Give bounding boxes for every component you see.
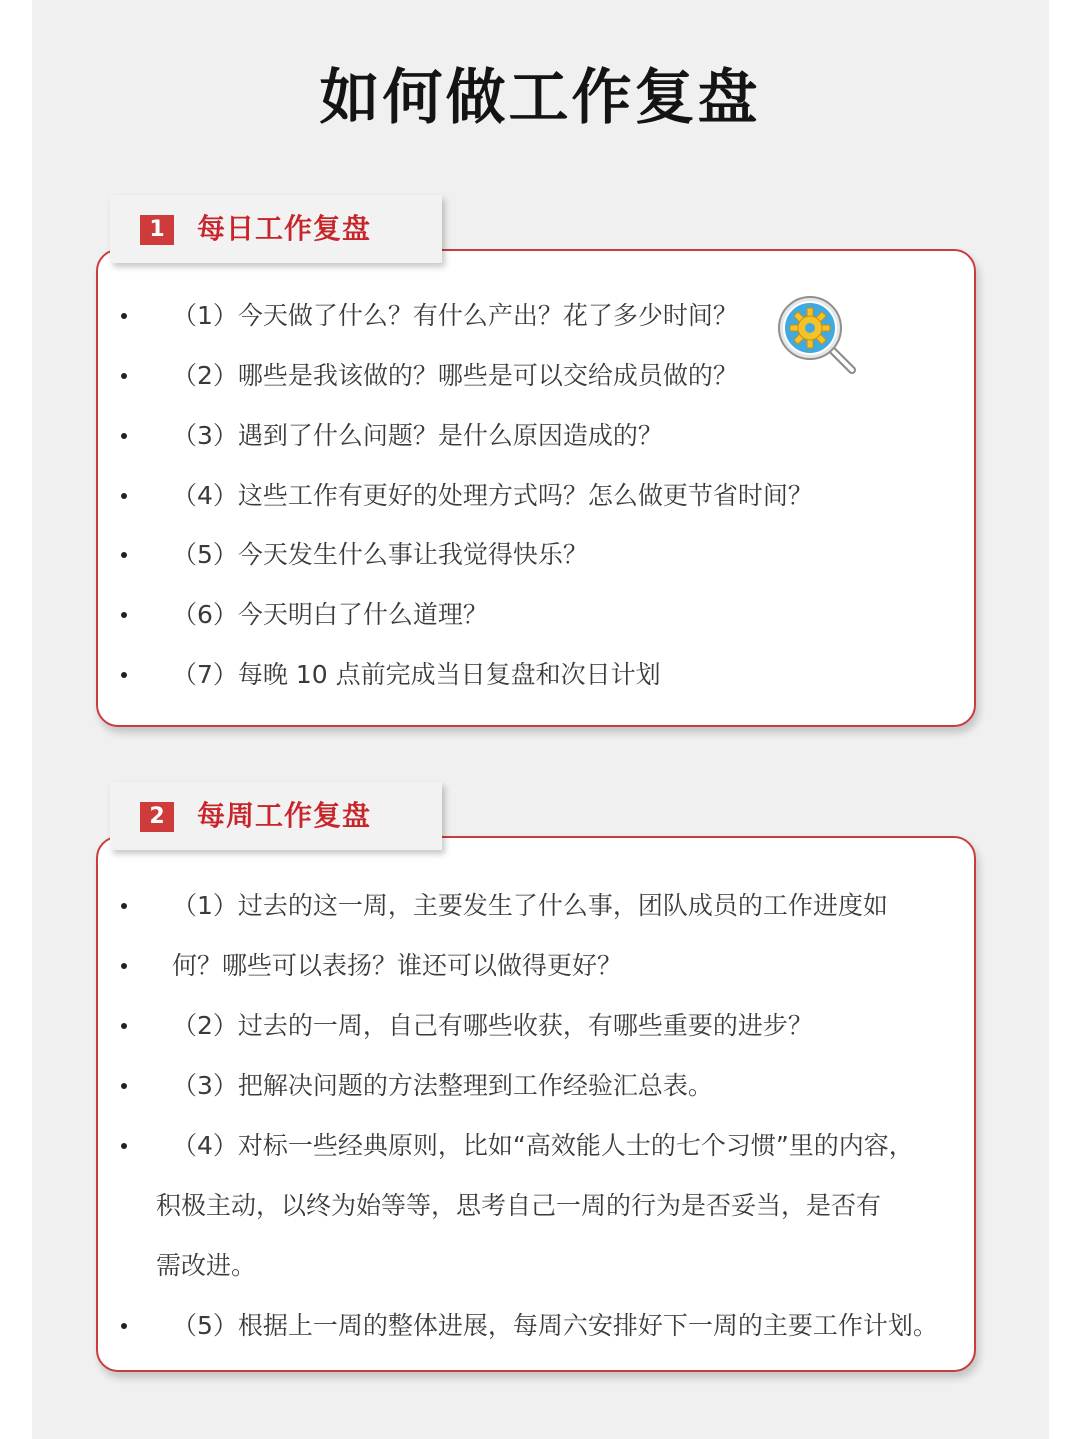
list-item-continuation: 积极主动，以终为始等等，思考自己一周的行为是否妥当，是否有 [156, 1191, 882, 1220]
list-item: （6）今天明白了什么道理？ [0, 595, 1080, 635]
bullet-icon [121, 433, 127, 439]
bullet-icon [121, 493, 127, 499]
list-item: （5）根据上一周的整体进展，每周六安排好下一周的主要工作计划。 [0, 1306, 1080, 1346]
section-number-badge: 2 [140, 802, 174, 832]
bullet-icon [121, 1023, 127, 1029]
list-item: （3）遇到了什么问题？是什么原因造成的？ [0, 416, 1080, 456]
daily-review-header [110, 195, 442, 263]
list-item: （2）过去的一周，自己有哪些收获，有哪些重要的进步？ [0, 1006, 1080, 1046]
section-title: 每周工作复盘 [197, 799, 372, 832]
weekly-review-header [110, 782, 442, 850]
list-item: （4）这些工作有更好的处理方式吗？怎么做更节省时间？ [0, 476, 1080, 516]
list-item-continuation: 需改进。 [156, 1251, 257, 1280]
list-item: （7）每晚 10 点前完成当日复盘和次日计划 [0, 655, 1080, 695]
list-item: （5）今天发生什么事让我觉得快乐？ [0, 535, 1080, 575]
list-item: 何？哪些可以表扬？谁还可以做得更好？ [0, 946, 1080, 986]
list-item: （3）把解决问题的方法整理到工作经验汇总表。 [0, 1066, 1080, 1106]
bullet-icon [121, 903, 127, 909]
section-number-badge: 1 [140, 215, 174, 245]
bullet-icon [121, 313, 127, 319]
bullet-icon [121, 552, 127, 558]
bullet-icon [121, 612, 127, 618]
list-item: （2）哪些是我该做的？哪些是可以交给成员做的？ [0, 356, 1080, 396]
list-item: （4）对标一些经典原则，比如“高效能人士的七个习惯”里的内容， [0, 1126, 1080, 1166]
bullet-icon [121, 1143, 127, 1149]
page-title: 如何做工作复盘 [319, 63, 761, 133]
list-item: （1）过去的这一周，主要发生了什么事，团队成员的工作进度如 [0, 886, 1080, 926]
bullet-icon [121, 963, 127, 969]
list-item: （1）今天做了什么？有什么产出？花了多少时间？ [0, 296, 1080, 336]
bullet-icon [121, 1083, 127, 1089]
bullet-icon [121, 373, 127, 379]
bullet-icon [121, 1323, 127, 1329]
bullet-icon [121, 672, 127, 678]
section-title: 每日工作复盘 [197, 212, 372, 245]
